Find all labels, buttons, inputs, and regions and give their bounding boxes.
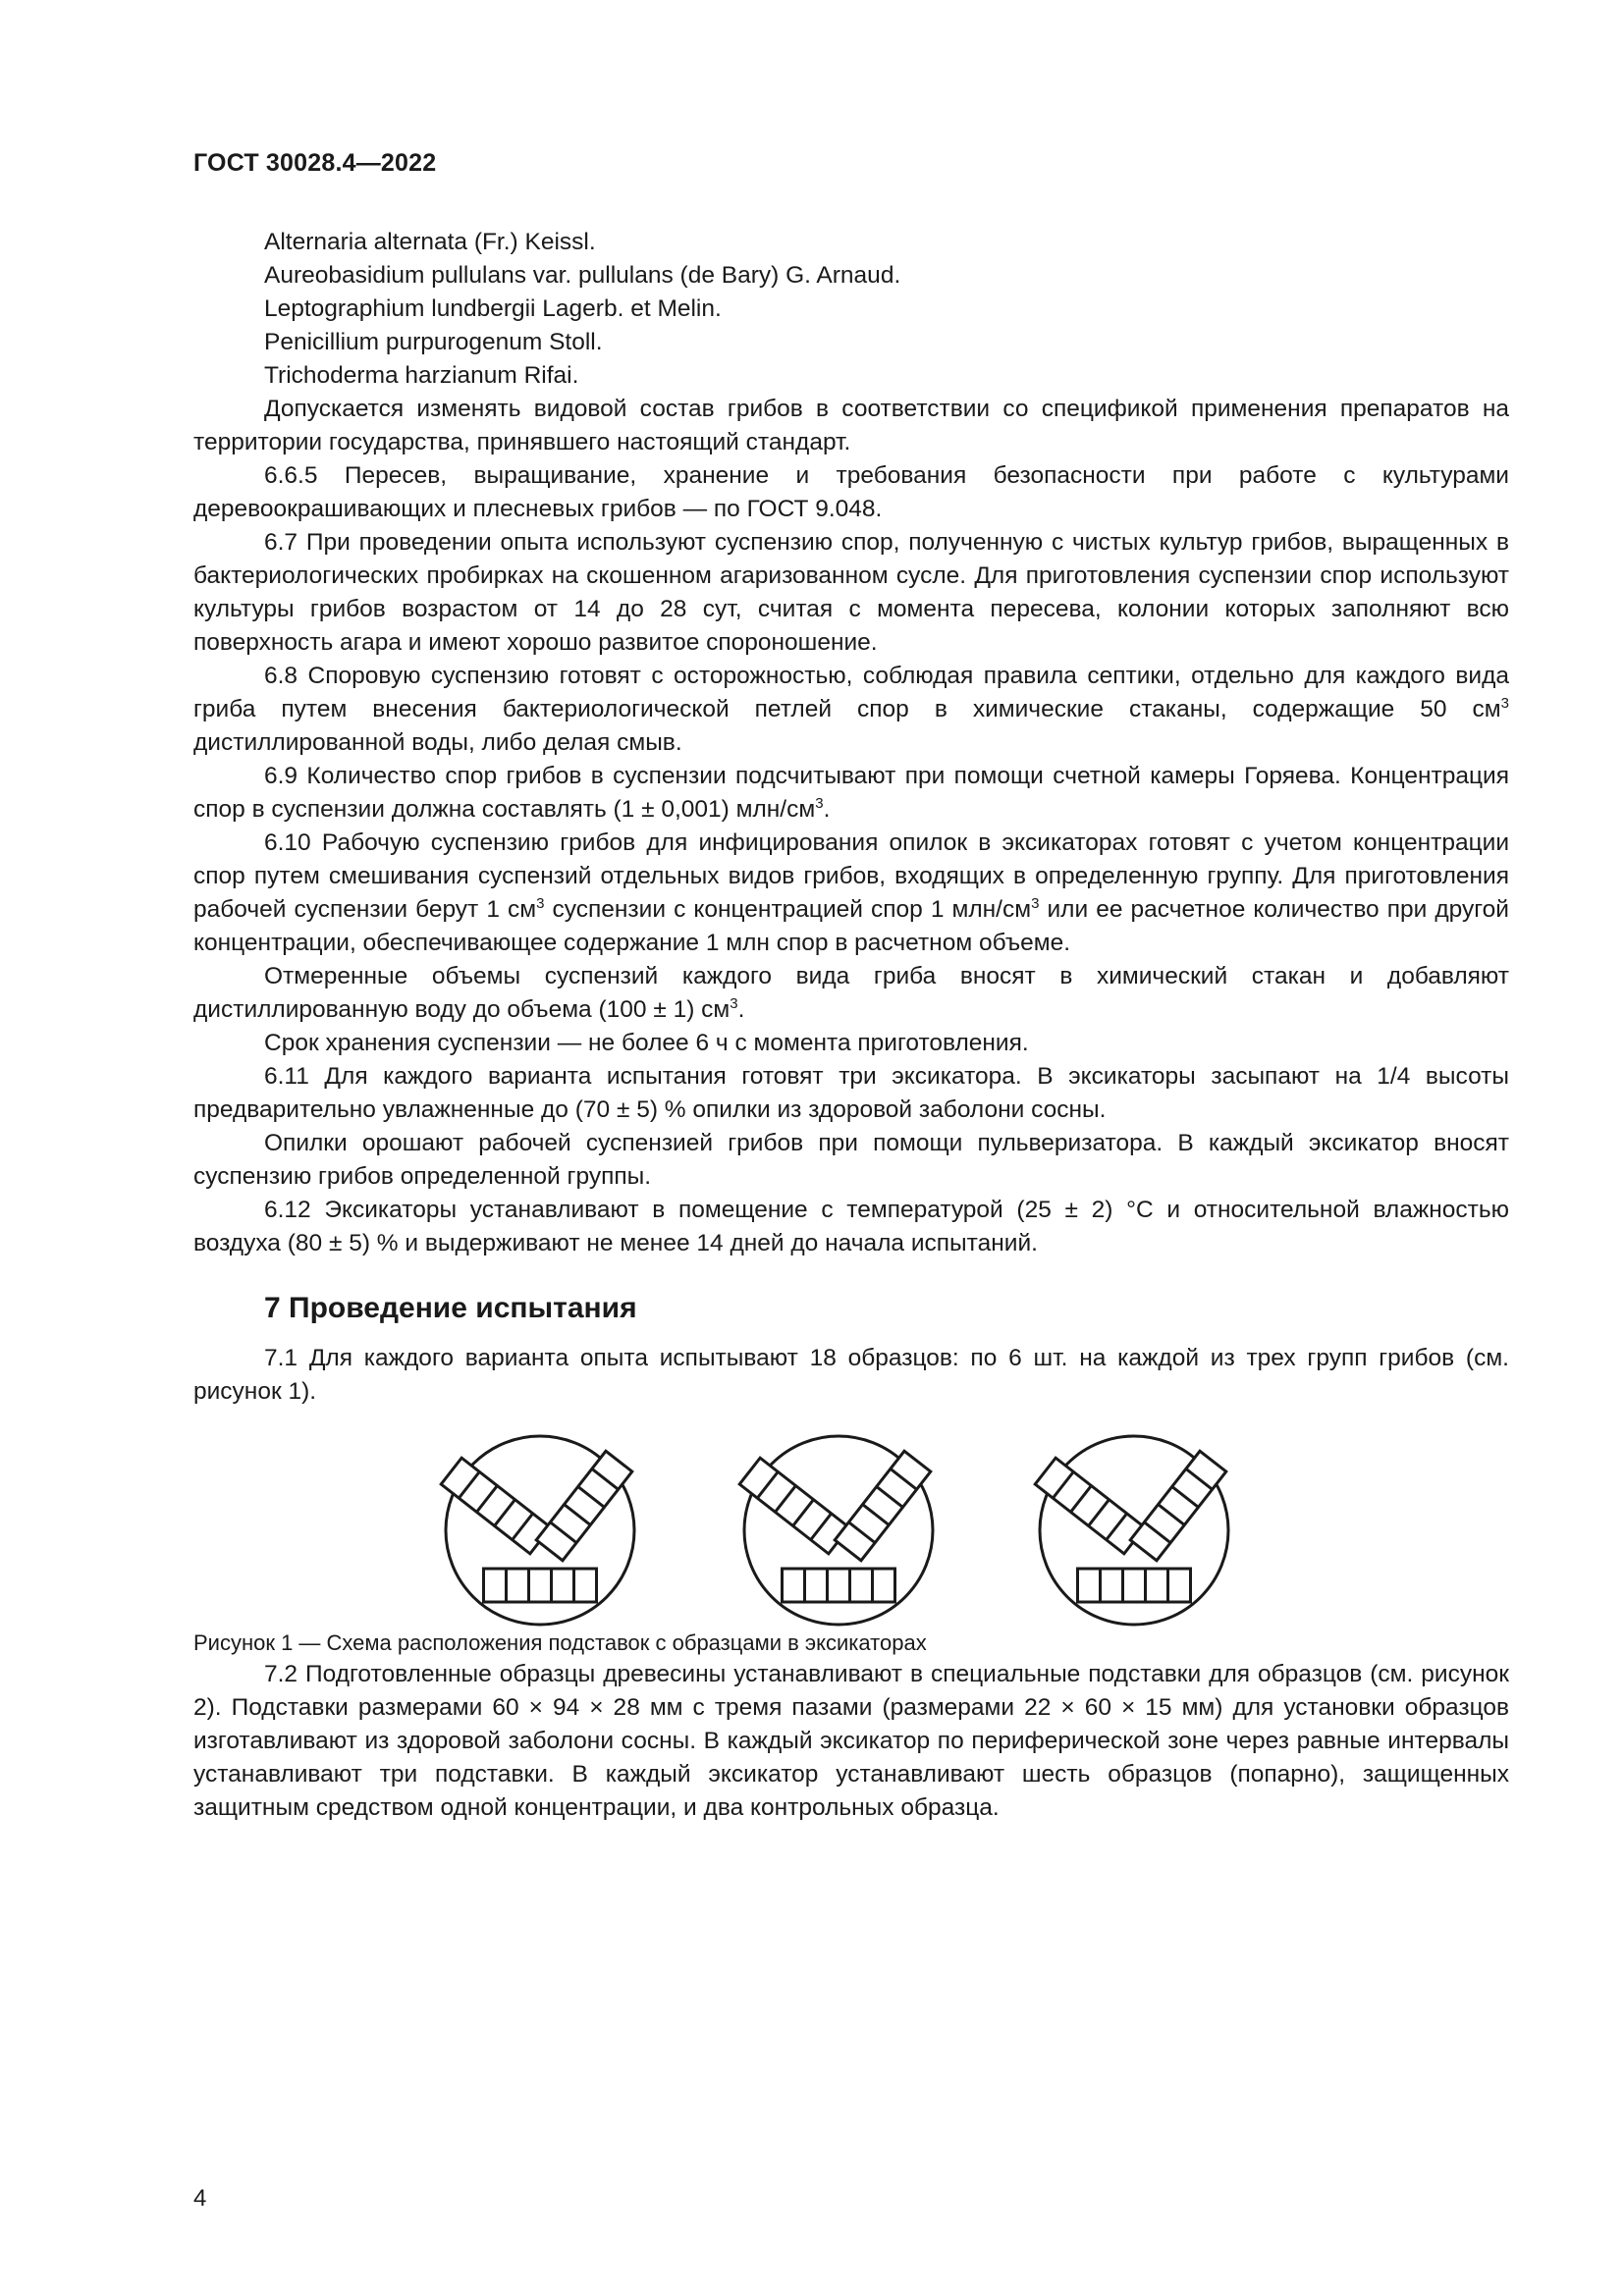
species-item: Alternaria alternata (Fr.) Keissl. (264, 229, 596, 255)
superscript: 3 (536, 894, 545, 912)
desiccator-1 (441, 1436, 634, 1625)
stand-frame (484, 1569, 597, 1602)
paragraph-storage: Срок хранения суспензии — не более 6 ч с момента приготовления. (264, 1030, 1029, 1056)
stand-frame (835, 1451, 931, 1561)
stand-frame (1078, 1569, 1191, 1602)
paragraph-sawdust: Опилки орошают рабочей суспензией грибов при помощи пульверизатора. В каждый эксикатор вносят суспензию грибов определенной группы. (193, 1130, 1509, 1190)
paragraph-6-9-text: 6.9 Количество спор грибов в суспензии подсчитывают при помощи счетной камеры Горяева. Концентрация спор в суспензии должна составлять (1 ± 0,001) млн/см (193, 763, 1509, 823)
figure-1-diagram (193, 1432, 1509, 1629)
paragraph-6-10 (193, 827, 1509, 960)
paragraph-allow: Допускается изменять видовой состав грибов в соответствии со спецификой применения препаратов на территории государства, принявшего настоящий стандарт. (193, 396, 1509, 455)
superscript: 3 (730, 994, 738, 1012)
paragraph-7-2: 7.2 Подготовленные образцы древесины устанавливают в специальные подставки для образцов (см. рисунок 2). Подставки размерами 60 × 94 × 28 мм с тремя пазами (размерами 22 × 60 × 15 мм) для установки образцов изготавливают из здоровой заболони сосны. В каждый эксикатор по периферической зоне через равные интервалы устанавливают три подставки. В каждый эксикатор устанавливают шесть образцов (попарно), защищенных защитным средством одной концентрации, и два контрольных образца. (193, 1661, 1509, 1821)
sample-stand (484, 1569, 597, 1602)
desiccator-3 (1035, 1436, 1228, 1625)
stand-frame (1035, 1458, 1145, 1554)
sample-stand (783, 1569, 895, 1602)
paragraph-6-8-text-end: дистиллированной воды, либо делая смыв. (193, 729, 682, 756)
stand-frame (536, 1451, 632, 1561)
paragraph-6-9-text-end: . (823, 796, 831, 823)
sample-stand (1035, 1458, 1145, 1554)
stand-frame (441, 1458, 551, 1554)
paragraph-6-10-text: 6.10 Рабочую суспензию грибов для инфицирования опилок в эксикаторах готовят с учетом концентрации спор путем смешивания суспензий отдельных видов грибов, входящих в определенную группу. Для приготовления рабочей суспензии берут 1 см (193, 829, 1509, 923)
superscript: 3 (1031, 894, 1040, 912)
section-7-heading: 7 Проведение испытания (264, 1292, 637, 1324)
sample-stand (441, 1458, 551, 1554)
species-item: Penicillium purpurogenum Stoll. (264, 329, 603, 355)
superscript: 3 (815, 794, 824, 812)
paragraph-measured (193, 960, 1509, 1027)
paragraph-6-8-text: 6.8 Споровую суспензию готовят с осторожностью, соблюдая правила септики, отдельно для каждого вида гриба путем внесения бактериологической петлей спор в химические стаканы, содержащие 50 см (193, 663, 1509, 722)
stand-frame (739, 1458, 849, 1554)
paragraph-7-1: 7.1 Для каждого варианта опыта испытывают 18 образцов: по 6 шт. на каждой из трех групп грибов (см. рисунок 1). (193, 1345, 1509, 1405)
figure-1 (193, 1432, 1509, 1629)
stand-frame (783, 1569, 895, 1602)
sample-stand (536, 1451, 632, 1561)
page-content (193, 226, 1509, 1825)
paragraph-measured-text: Отмеренные объемы суспензий каждого вида гриба вносят в химический стакан и добавляют дистиллированную воду до объема (100 ± 1) см (193, 963, 1509, 1023)
sample-stand (739, 1458, 849, 1554)
species-item: Trichoderma harzianum Rifai. (264, 362, 579, 389)
paragraph-6-11: 6.11 Для каждого варианта испытания готовят три эксикатора. В эксикаторы засыпают на 1/4 высоты предварительно увлажненные до (70 ± 5) % опилки из здоровой заболони сосны. (193, 1063, 1509, 1123)
document-header: ГОСТ 30028.4—2022 (193, 149, 437, 177)
species-item: Aureobasidium pullulans var. pullulans (de Bary) G. Arnaud. (264, 262, 901, 289)
page-number: 4 (193, 2185, 207, 2212)
paragraph-6-10-text-mid: суспензии с концентрацией спор 1 млн/см (544, 896, 1032, 923)
paragraph-6-8 (193, 660, 1509, 760)
sample-stand (1130, 1451, 1226, 1561)
species-item: Leptographium lundbergii Lagerb. et Melin. (264, 295, 722, 322)
paragraph-6-10-text-end: или ее расчетное количество при другой концентрации, обеспечивающее содержание 1 млн спор в расчетном объеме. (193, 896, 1509, 956)
stand-frame (1130, 1451, 1226, 1561)
sample-stand (1078, 1569, 1191, 1602)
paragraph-6-7: 6.7 При проведении опыта используют суспензию спор, полученную с чистых культур грибов, выращенных в бактериологических пробирках на скошенном агаризованном сусле. Для приготовления суспензии спор используют культуры грибов возрастом от 14 до 28 сут, считая с момента пересева, колонии которых заполняют всю поверхность агара и имеют хорошо развитое спороношение. (193, 529, 1509, 656)
paragraph-6-12: 6.12 Эксикаторы устанавливают в помещение с температурой (25 ± 2) °С и относительной влажностью воздуха (80 ± 5) % и выдерживают не менее 14 дней до начала испытаний. (193, 1197, 1509, 1256)
figure-1-caption: Рисунок 1 — Схема расположения подставок с образцами в эксикаторах (193, 1630, 927, 1655)
paragraph-6-6-5: 6.6.5 Пересев, выращивание, хранение и требования безопасности при работе с культурами деревоокрашивающих и плесневых грибов — по ГОСТ 9.048. (193, 462, 1509, 522)
superscript: 3 (1500, 694, 1509, 712)
sample-stand (835, 1451, 931, 1561)
desiccator-2 (739, 1436, 933, 1625)
paragraph-6-9 (193, 760, 1509, 827)
paragraph-measured-text-end: . (737, 996, 745, 1023)
